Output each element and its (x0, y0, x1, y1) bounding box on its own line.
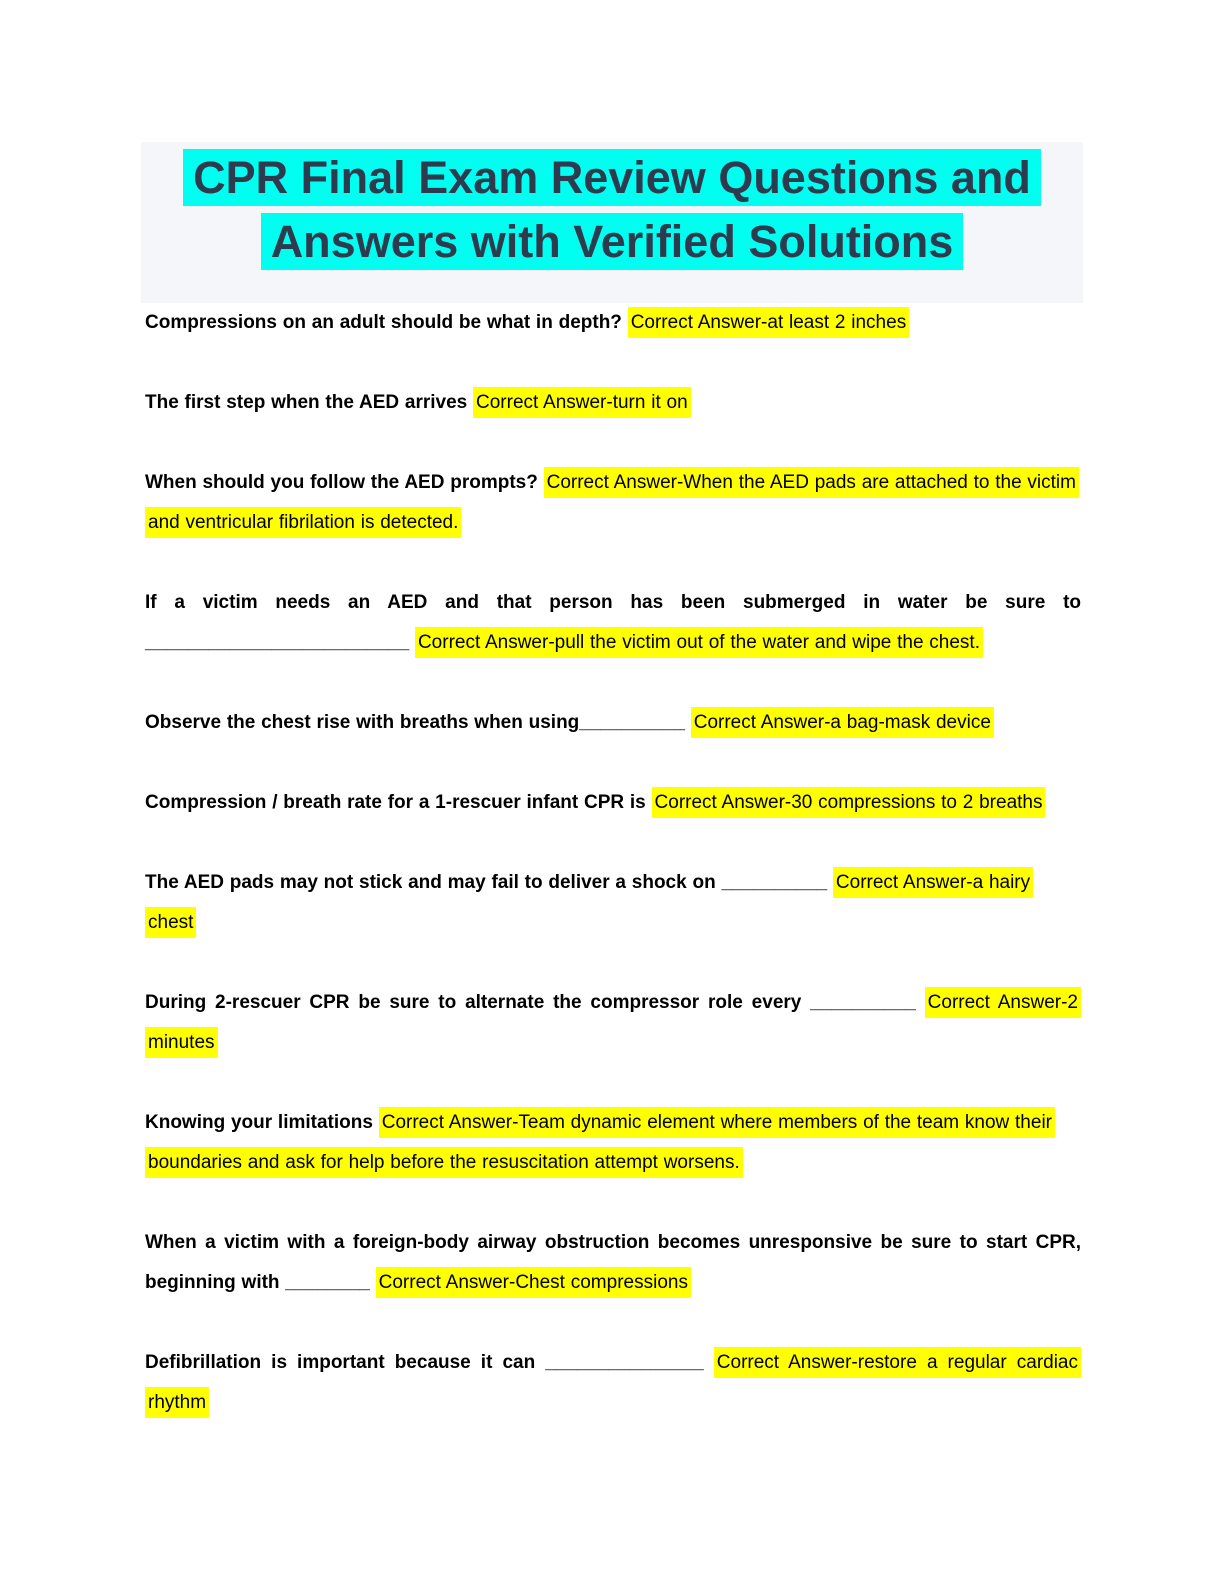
qa-item (145, 463, 1081, 543)
question-text: During 2-rescuer CPR be sure to alternate the compressor role every __________ (145, 992, 925, 1013)
answer-highlight: Correct Answer-a hairy chest (145, 867, 1033, 938)
qa-item (145, 303, 1081, 343)
qa-item (145, 863, 1081, 943)
question-text: The first step when the AED arrives (145, 392, 473, 413)
answer-highlight: Correct Answer-at least 2 inches (628, 307, 910, 338)
question-text: Compressions on an adult should be what in depth? (145, 312, 628, 333)
question-text: Observe the chest rise with breaths when using__________ (145, 712, 691, 733)
qa-item (145, 703, 1081, 743)
answer-highlight: Correct Answer-pull the victim out of the water and wipe the chest. (415, 627, 983, 658)
page-title (141, 146, 1083, 274)
title-block (141, 142, 1083, 303)
qa-item (145, 1223, 1081, 1303)
qa-item (145, 1103, 1081, 1183)
answer-highlight: Correct Answer-turn it on (473, 387, 691, 418)
answer-highlight: Correct Answer-a bag-mask device (691, 707, 994, 738)
answer-highlight: Correct Answer-30 compressions to 2 breaths (652, 787, 1046, 818)
question-text: If a victim needs an AED and that person has been submerged in water be sure to _________________________ (145, 592, 1081, 653)
answer-highlight: Correct Answer-Team dynamic element where members of the team know their boundaries and ask for help before the resuscitation attempt worsens. (145, 1107, 1055, 1178)
question-text: The AED pads may not stick and may fail to deliver a shock on __________ (145, 872, 833, 893)
answer-highlight: Correct Answer-Chest compressions (376, 1267, 691, 1298)
qa-item (145, 383, 1081, 423)
question-text: Knowing your limitations (145, 1112, 379, 1133)
answer-highlight: Correct Answer-2 minutes (145, 987, 1081, 1058)
page-title-line-1: CPR Final Exam Review Questions and (183, 149, 1041, 206)
qa-item (145, 983, 1081, 1063)
qa-item (145, 583, 1081, 663)
page-title-line-2: Answers with Verified Solutions (261, 213, 964, 270)
question-text: Compression / breath rate for a 1-rescuer infant CPR is (145, 792, 652, 813)
question-text: When a victim with a foreign-body airway obstruction becomes unresponsive be sure to start CPR, beginning with ________ (145, 1232, 1081, 1293)
qa-item (145, 1343, 1081, 1423)
question-text: Defibrillation is important because it can _______________ (145, 1352, 714, 1373)
answer-highlight: Correct Answer-When the AED pads are attached to the victim and ventricular fibrilation is detected. (145, 467, 1079, 538)
answer-highlight: Correct Answer-restore a regular cardiac rhythm (145, 1347, 1081, 1418)
qa-list (145, 303, 1081, 1463)
qa-item (145, 783, 1081, 823)
question-text: When should you follow the AED prompts? (145, 472, 544, 493)
